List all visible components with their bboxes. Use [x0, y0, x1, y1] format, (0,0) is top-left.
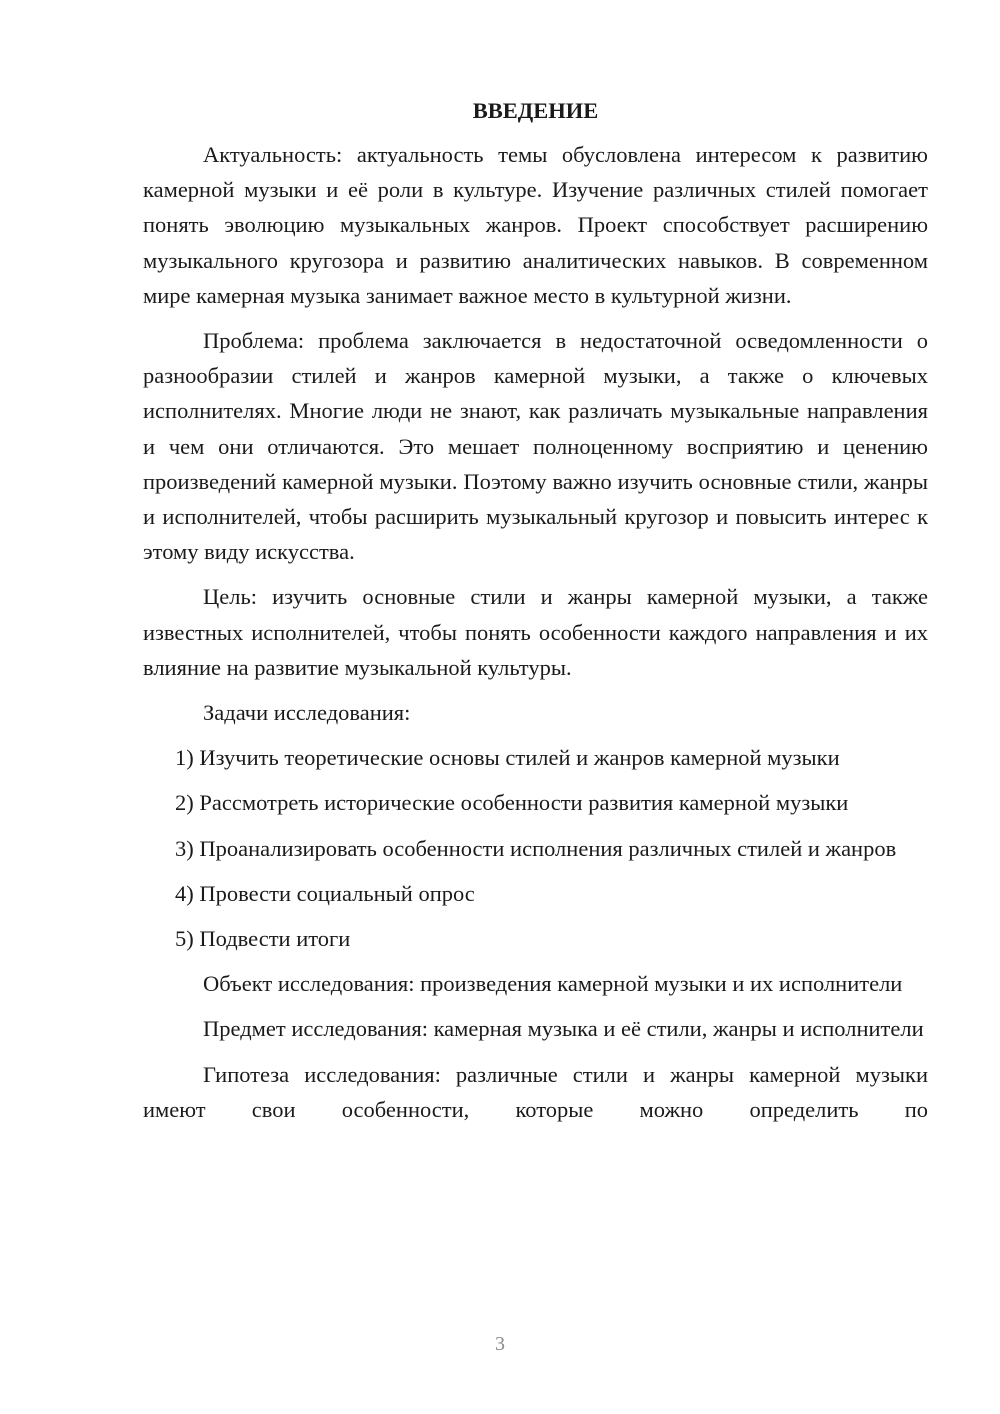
- task-item: 2) Рассмотреть исторические особенности развития камерной музыки: [175, 790, 849, 816]
- subject-paragraph: Предмет исследования: камерная музыка и её стили, жанры и исполнители: [203, 1016, 924, 1042]
- goal-paragraph: Цель: изучить основные стили и жанры камерной музыки, а также известных исполнителей, чтобы понять особенности каждого направления и их влияние на развитие музыкальной культуры.: [143, 584, 928, 680]
- task-item: 1) Изучить теоретические основы стилей и жанров камерной музыки: [175, 745, 840, 771]
- task-item: 5) Подвести итоги: [175, 926, 351, 952]
- relevance-paragraph: Актуальность: актуальность темы обусловлена интересом к развитию камерной музыки и её роли в культуре. Изучение различных стилей помогает понять эволюцию музыкальных жанров. Проект способствует расширению музыкального кругозора и развитию аналитических навыков. В современном мире камерная музыка занимает важное место в культурной жизни.: [143, 142, 928, 308]
- section-title: ВВЕДЕНИЕ: [472, 98, 599, 123]
- task-item: 3) Проанализировать особенности исполнения различных стилей и жанров: [175, 835, 897, 861]
- hypothesis-paragraph: Гипотеза исследования: различные стили и жанры камерной музыки имеют свои особенности, которые можно определить по: [143, 1061, 928, 1122]
- page-number: 3: [495, 1333, 505, 1355]
- object-paragraph: Объект исследования: произведения камерной музыки и их исполнители: [203, 971, 903, 997]
- problem-paragraph: Проблема: проблема заключается в недостаточной осведомленности о разнообразии стилей и жанров камерной музыки, а также о ключевых исполнителях. Многие люди не знают, как различать музыкальные направления и чем они отличаются. Это мешает полноценному восприятию и ценению произведений камерной музыки. Поэтому важно изучить основные стили, жанры и исполнителей, чтобы расширить музыкальный кругозор и повысить интерес к этому виду искусства.: [143, 328, 928, 565]
- tasks-heading: Задачи исследования:: [203, 700, 411, 726]
- page-content: [143, 95, 928, 1127]
- task-item: 4) Провести социальный опрос: [175, 880, 475, 906]
